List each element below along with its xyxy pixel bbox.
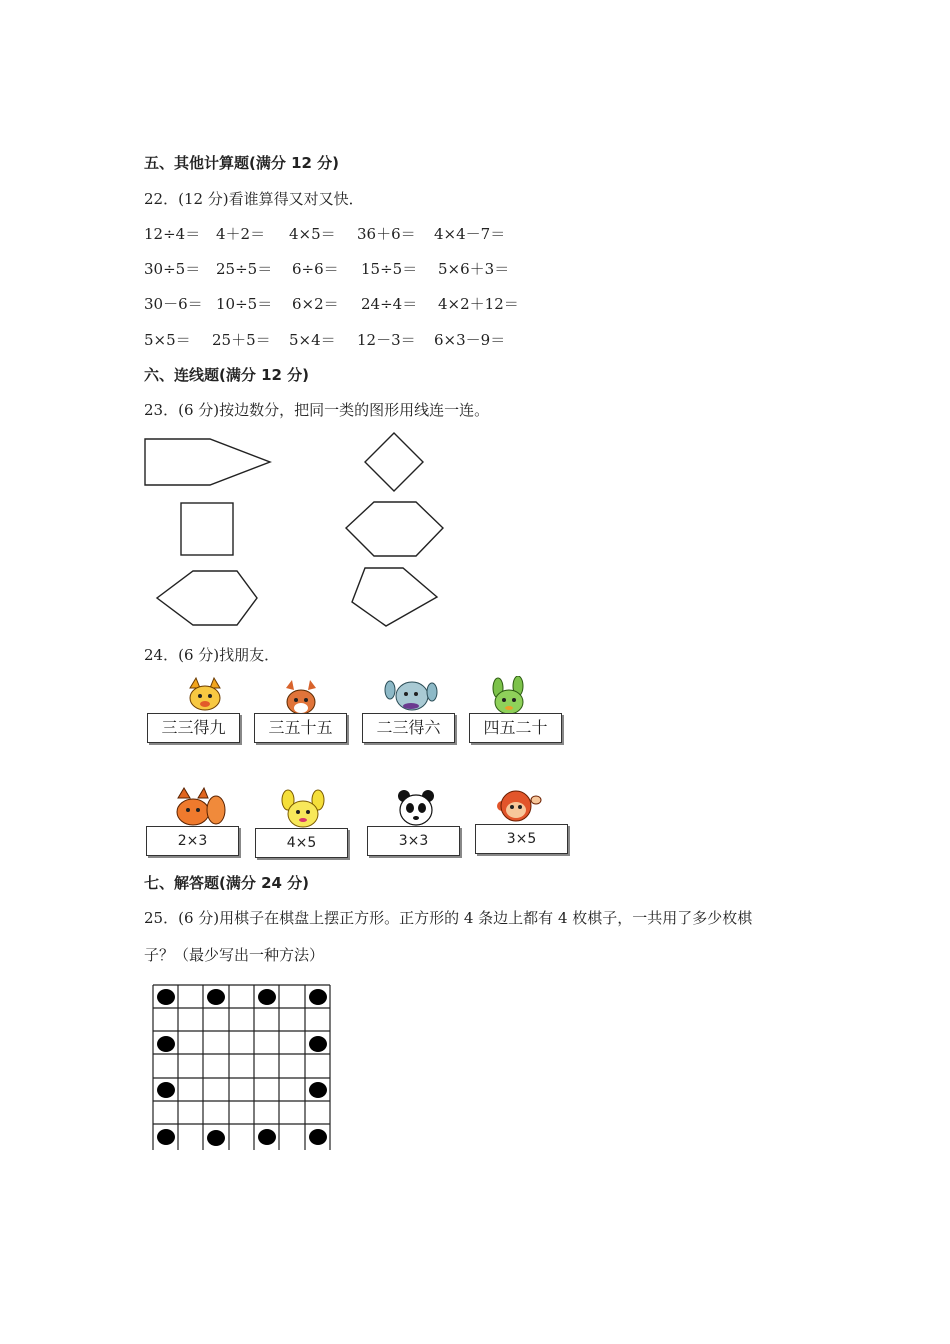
question-25-line-2: 子？（最少写出一种方法） (144, 946, 325, 964)
calc-item: 30÷5＝ (144, 260, 201, 278)
calc-item: 5×5＝ (144, 331, 191, 349)
calc-item: 15÷5＝ (361, 260, 418, 278)
multiplication-expression-card-1[interactable]: 2×3 (146, 826, 239, 856)
question-25-line-1: 25．(6 分)用棋子在棋盘上摆正方形。正方形的 4 条边上都有 4 枚棋子，一共用了多少枚棋 (144, 909, 753, 927)
calc-item: 4×4－7＝ (434, 225, 506, 243)
calc-item: 12－3＝ (357, 331, 416, 349)
section6-heading: 六、连线题(满分 12 分) (144, 366, 310, 384)
chess-piece (157, 1129, 175, 1145)
multiplication-expression-card-4[interactable]: 3×5 (475, 824, 568, 854)
board-grid (153, 985, 330, 1150)
chess-piece (309, 1036, 327, 1052)
question-23: 23．(6 分)按边数分，把同一类的图形用线连一连。 (144, 401, 490, 419)
chess-piece (157, 1036, 175, 1052)
chess-piece (309, 989, 327, 1005)
chess-piece (258, 989, 276, 1005)
calc-item: 36＋6＝ (357, 225, 416, 243)
multiplication-rhyme-card-1[interactable]: 三三得九 (147, 713, 240, 743)
calc-item: 5×4＝ (289, 331, 336, 349)
diamond-shape[interactable] (365, 433, 423, 491)
calc-item: 4＋2＝ (216, 225, 266, 243)
calc-item: 25÷5＝ (216, 260, 273, 278)
square-shape[interactable] (181, 503, 233, 555)
multiplication-rhyme-card-4[interactable]: 四五二十 (469, 713, 562, 743)
pentagon-shape[interactable] (352, 568, 437, 626)
calc-item: 30－6＝ (144, 295, 203, 313)
calc-item: 6×2＝ (292, 295, 339, 313)
calc-item: 12÷4＝ (144, 225, 201, 243)
chess-piece (157, 1082, 175, 1098)
yellow-rabbit-cartoon-image (276, 788, 330, 830)
multiplication-expression-card-2[interactable]: 4×5 (255, 828, 348, 858)
dog-cartoon-image (382, 676, 442, 718)
chess-piece (157, 989, 175, 1005)
calc-item: 6×3－9＝ (434, 331, 506, 349)
calc-item: 4×5＝ (289, 225, 336, 243)
chess-piece (207, 989, 225, 1005)
chess-piece (258, 1129, 276, 1145)
section7-heading: 七、解答题(满分 24 分) (144, 874, 310, 892)
question-22: 22．(12 分)看谁算得又对又快． (144, 190, 364, 208)
chess-piece (309, 1129, 327, 1145)
monkey-cartoon-image (494, 786, 544, 826)
shapes-area (140, 430, 460, 630)
chess-piece (309, 1082, 327, 1098)
multiplication-rhyme-card-2[interactable]: 三五十五 (254, 713, 347, 743)
chess-pieces (157, 989, 327, 1146)
calc-item: 6÷6＝ (292, 260, 339, 278)
calc-item: 4×2＋12＝ (438, 295, 519, 313)
panda-cartoon-image (394, 788, 438, 828)
multiplication-rhyme-card-3[interactable]: 二三得六 (362, 713, 455, 743)
fox-cartoon-image (180, 676, 230, 716)
calc-item: 10÷5＝ (216, 295, 273, 313)
chessboard (152, 984, 332, 1152)
calc-item: 25＋5＝ (212, 331, 271, 349)
multiplication-expression-card-3[interactable]: 3×3 (367, 826, 460, 856)
question-24: 24．(6 分)找朋友． (144, 646, 280, 664)
section5-heading: 五、其他计算题(满分 12 分) (144, 154, 340, 172)
pentagon-arrow-shape[interactable] (145, 439, 270, 485)
rabbit-cartoon-image (484, 676, 534, 718)
squirrel-cartoon-image (168, 786, 228, 828)
hexagon-shape-right[interactable] (346, 502, 443, 556)
calc-item: 24÷4＝ (361, 295, 418, 313)
hexagon-shape-left[interactable] (157, 571, 257, 625)
chess-piece (207, 1130, 225, 1146)
calc-item: 5×6＋3＝ (438, 260, 510, 278)
